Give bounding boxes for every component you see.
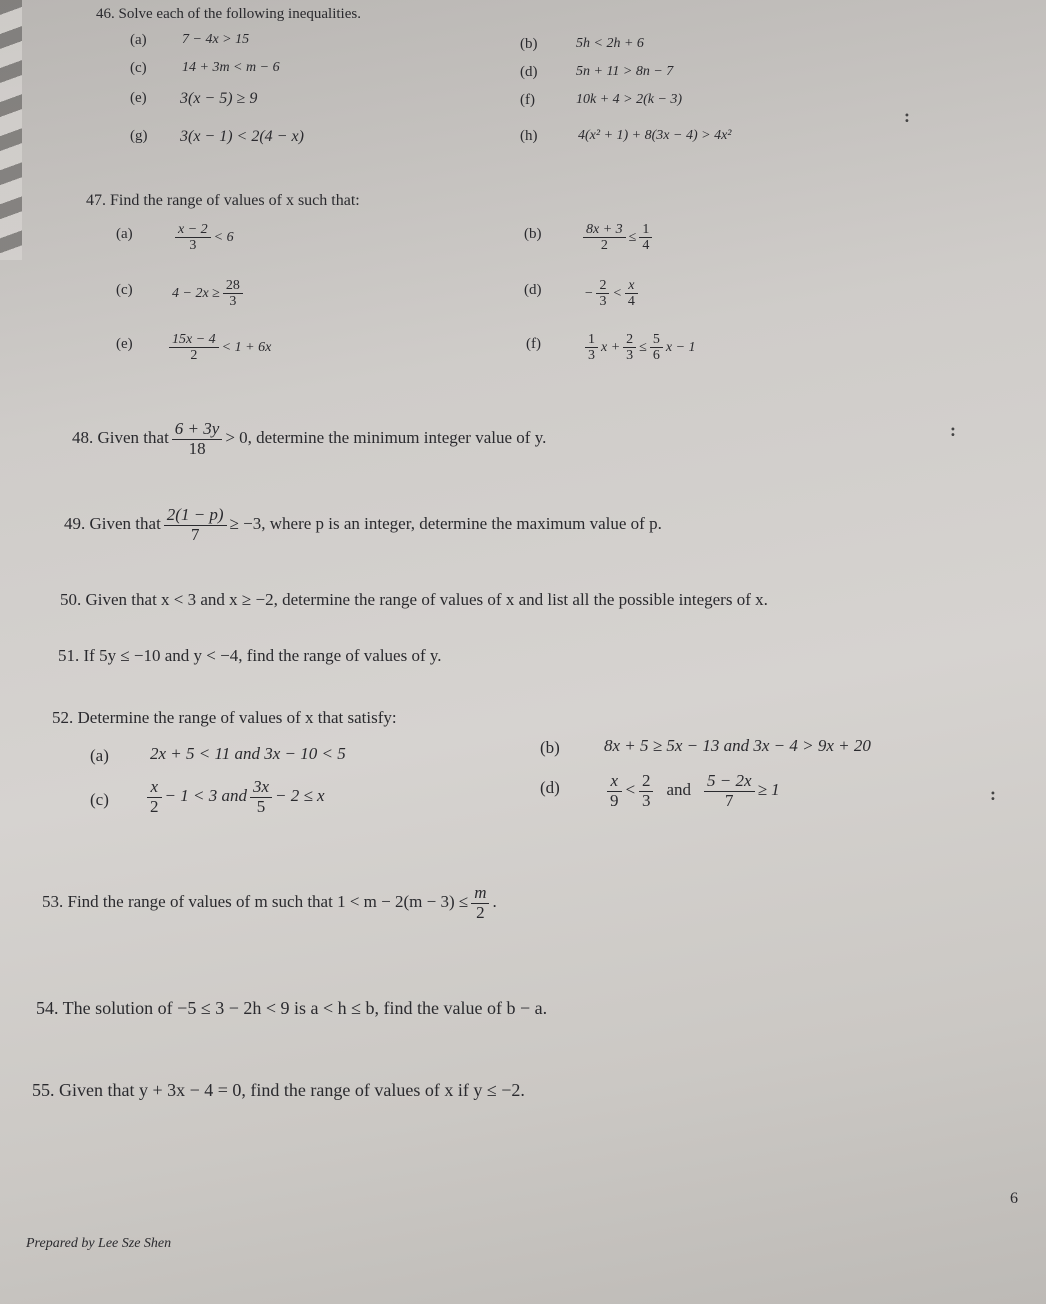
q48: 48. Given that $\frac{6 + 3y}{18}$ > 0, determine the minimum integer value of y. xyxy=(72,419,547,458)
q55: 55. Given that y + 3x − 4 = 0, find the range of values of x if y ≤ −2. xyxy=(32,1080,525,1100)
q52-title: 52. Determine the range of values of x that satisfy: xyxy=(52,708,397,727)
q47-f-expr: $\frac{1}{3}$ x + $\frac{2}{3}$ ≤ $\frac{5}{6}$ x − 1 xyxy=(582,332,696,364)
q46-d-expr: 5n + 11 > 8n − 7 xyxy=(576,64,674,79)
q47-f-label: (f) xyxy=(526,336,541,352)
q52-b-expr: 8x + 5 ≥ 5x − 13 and 3x − 4 > 9x + 20 xyxy=(604,736,871,755)
q46-b-expr: 5h < 2h + 6 xyxy=(576,36,644,51)
q52-a-label: (a) xyxy=(90,746,109,765)
q54: 54. The solution of −5 ≤ 3 − 2h < 9 is a < h ≤ b, find the value of b − a. xyxy=(36,998,548,1018)
q46-h-label: (h) xyxy=(520,128,538,144)
q47-a-label: (a) xyxy=(116,226,133,242)
q46-a-label: (a) xyxy=(130,32,147,48)
stray-mark: : xyxy=(990,784,996,804)
q46-d-label: (d) xyxy=(520,64,538,80)
q49: 49. Given that $\frac{2(1 - p)}{7}$ ≥ −3, where p is an integer, determine the maximum value of p. xyxy=(64,505,662,544)
q52-d-expr: $\frac{x}{9}$ < $\frac{2}{3}$ and $\frac{5 - 2x}{7}$ ≥ 1 xyxy=(604,772,780,810)
q52-c-label: (c) xyxy=(90,790,109,809)
q46-c-label: (c) xyxy=(130,60,147,76)
q46-g-expr: 3(x − 1) < 2(4 − x) xyxy=(180,128,304,145)
binder-edge xyxy=(0,0,22,260)
q46-c-expr: 14 + 3m < m − 6 xyxy=(182,60,280,75)
q52-d-label: (d) xyxy=(540,778,560,797)
q46-g-label: (g) xyxy=(130,128,148,144)
q47-b-label: (b) xyxy=(524,226,542,242)
q46-e-expr: 3(x − 5) ≥ 9 xyxy=(180,90,258,107)
q52-a-expr: 2x + 5 < 11 and 3x − 10 < 5 xyxy=(150,744,346,763)
q50: 50. Given that x < 3 and x ≥ −2, determine the range of values of x and list all the possible integers of x. xyxy=(60,590,768,609)
q47-a-expr: $\frac{x - 2}{3}$ < 6 xyxy=(172,222,234,254)
footer-credit: Prepared by Lee Sze Shen xyxy=(26,1236,172,1251)
stray-mark: : xyxy=(950,420,956,440)
q47-d-expr: − $\frac{2}{3}$ < $\frac{x}{4}$ xyxy=(584,278,641,310)
q47-c-label: (c) xyxy=(116,282,133,298)
q47-b-expr: $\frac{8x + 3}{2}$ ≤ $\frac{1}{4}$ xyxy=(580,222,655,254)
q47-e-label: (e) xyxy=(116,336,133,352)
q47-d-label: (d) xyxy=(524,282,542,298)
page-number: 6 xyxy=(1010,1190,1018,1207)
q47-title: 47. Find the range of values of x such that: xyxy=(86,192,360,209)
q47-e-expr: $\frac{15x - 4}{2}$ < 1 + 6x xyxy=(166,332,271,364)
q46-h-expr: 4(x² + 1) + 8(3x − 4) > 4x² xyxy=(578,128,732,143)
q46-e-label: (e) xyxy=(130,90,147,106)
q46-f-expr: 10k + 4 > 2(k − 3) xyxy=(576,92,683,107)
q46-title: 46. Solve each of the following inequalities. xyxy=(96,6,361,22)
q46-a-expr: 7 − 4x > 15 xyxy=(182,32,250,47)
q52-b-label: (b) xyxy=(540,738,560,757)
q51: 51. If 5y ≤ −10 and y < −4, find the range of values of y. xyxy=(58,646,442,665)
q53: 53. Find the range of values of m such that 1 < m − 2(m − 3) ≤ $\frac{m}{2}$ . xyxy=(42,883,497,922)
q46-b-label: (b) xyxy=(520,36,538,52)
q47-c-expr: 4 − 2x ≥ $\frac{28}{3}$ xyxy=(172,278,246,310)
q52-c-expr: $\frac{x}{2}$ − 1 < 3 and $\frac{3x}{5}$ − 2 ≤ x xyxy=(144,778,325,816)
q46-f-label: (f) xyxy=(520,92,535,108)
stray-mark: : xyxy=(904,106,910,126)
